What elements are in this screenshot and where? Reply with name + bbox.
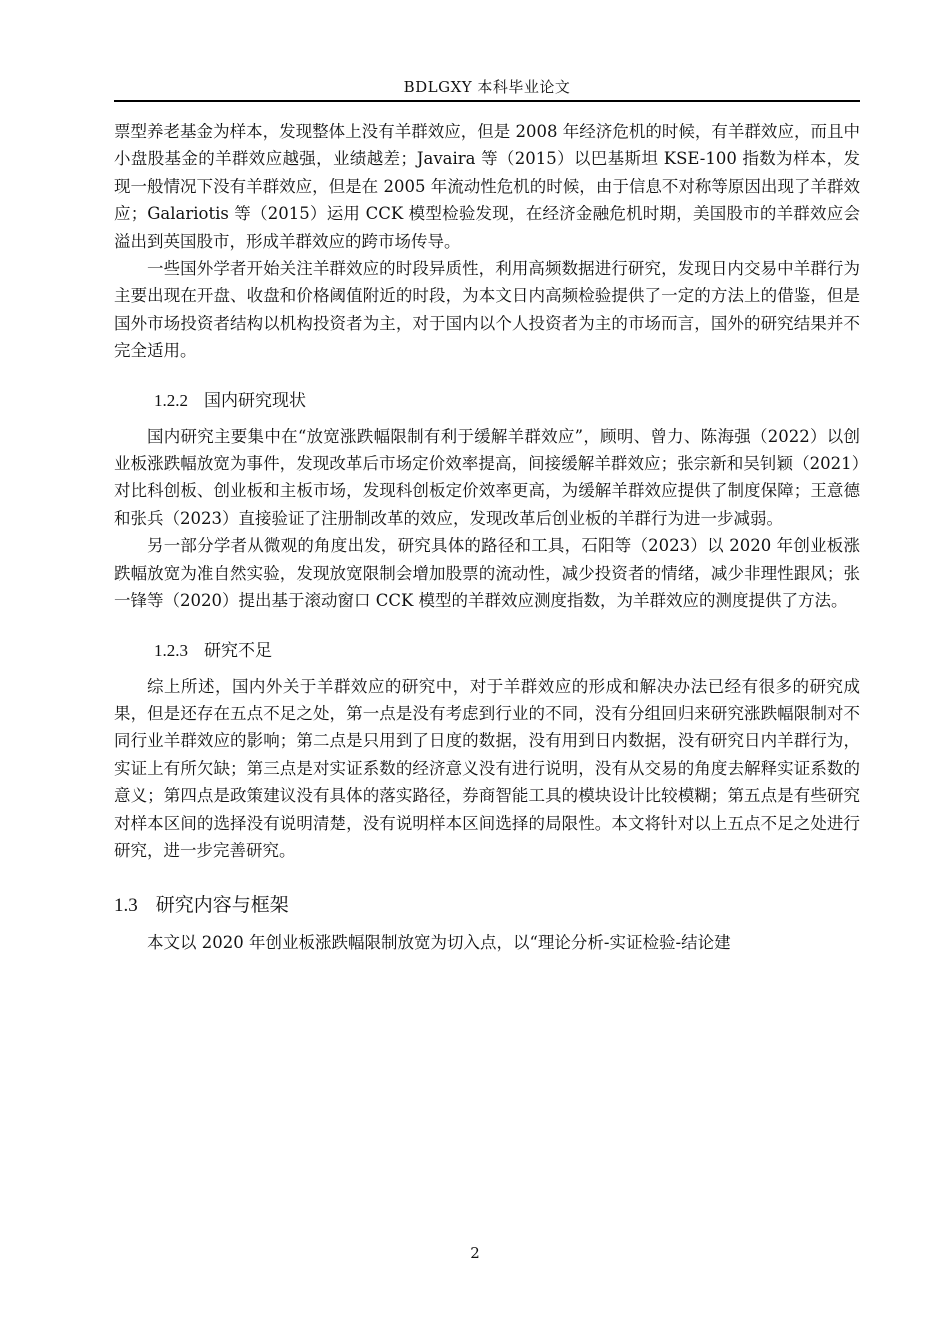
heading-number: 1.2.2: [154, 390, 188, 410]
paragraph-research-gaps: 综上所述，国内外关于羊群效应的研究中，对于羊群效应的形成和解决办法已经有很多的研究成果，但是还存在五点不足之处，第一点是没有考虑到行业的不同，没有分组回归来研究涨跌幅限制对不同行业羊群效应的影响；第二点是只用到了日度的数据，没有用到日内数据，没有研究日内羊群行为，实证上有所欠缺；第三点是对实证系数的经济意义没有进行说明，没有从交易的角度去解释实证系数的意义；第四点是政策建议没有具体的落实路径，券商智能工具的模块设计比较模糊；第五点是有些研究对样本区间的选择没有说明清楚，没有说明样本区间选择的局限性。本文将针对以上五点不足之处进行研究，进一步完善研究。: [114, 676, 860, 860]
page-number: 2: [470, 1244, 480, 1262]
paragraph-domestic-micro: 另一部分学者从微观的角度出发，研究具体的路径和工具，石阳等（2023）以 2020 年创业板涨跌幅放宽为准自然实验，发现放宽限制会增加股票的流动性，减少投资者的情绪，减少非理性跟风；张一锋等（2020）提出基于滚动窗口 CCK 模型的羊群效应测度指数，为羊群效应的测度提供了方法。: [114, 536, 860, 611]
heading-number: 1.3: [114, 895, 138, 917]
document-body: [114, 118, 860, 957]
heading-number: 1.2.3: [154, 640, 188, 660]
heading-text: 研究不足: [204, 640, 272, 661]
paragraph-research-content: 本文以 2020 年创业板涨跌幅限制放宽为切入点，以“理论分析-实证检验-结论建: [147, 933, 731, 953]
heading-1-2-3: [114, 629, 860, 673]
heading-text: 国内研究现状: [204, 390, 306, 411]
paragraph-domestic-studies: 国内研究主要集中在“放宽涨跌幅限制有利于缓解羊群效应”，顾明、曾力、陈海强（2022）以创业板涨跌幅放宽为事件，发现改革后市场定价效率提高，间接缓解羊群效应；张宗新和吴钊颖（2021）对比科创板、创业板和主板市场，发现科创板定价效率更高，为缓解羊群效应提供了制度保障；王意德和张兵（2023）直接验证了注册制改革的效应，发现改革后创业板的羊群行为进一步减弱。: [114, 426, 860, 528]
heading-1-2-2: [114, 379, 860, 423]
header-rule: [114, 100, 860, 102]
paragraph-foreign-studies-cont: 票型养老基金为样本，发现整体上没有羊群效应，但是 2008 年经济危机的时候，有羊群效应，而且中小盘股基金的羊群效应越强，业绩越差；Javaira 等（2015）以巴基斯坦 KSE-100 指数为样本，发现一般情况下没有羊群效应，但是在 2005 年流动性危机的时候，由于信息不对称等原因出现了羊群效应；Galariotis 等（2015）运用 CCK 模型检验发现，在经济金融危机时期，美国股市的羊群效应会溢出到英国股市，形成羊群效应的跨市场传导。: [114, 122, 860, 251]
paragraph-foreign-intraday: 一些国外学者开始关注羊群效应的时段异质性，利用高频数据进行研究，发现日内交易中羊群行为主要出现在开盘、收盘和价格阈值附近的时段，为本文日内高频检验提供了一定的方法上的借鉴，但是国外市场投资者结构以机构投资者为主，对于国内以个人投资者为主的市场而言，国外的研究结果并不完全适用。: [114, 259, 860, 361]
heading-text: 研究内容与框架: [155, 894, 289, 917]
heading-1-3: [114, 882, 860, 929]
page-header: BDLGXY 本科毕业论文: [403, 78, 571, 96]
